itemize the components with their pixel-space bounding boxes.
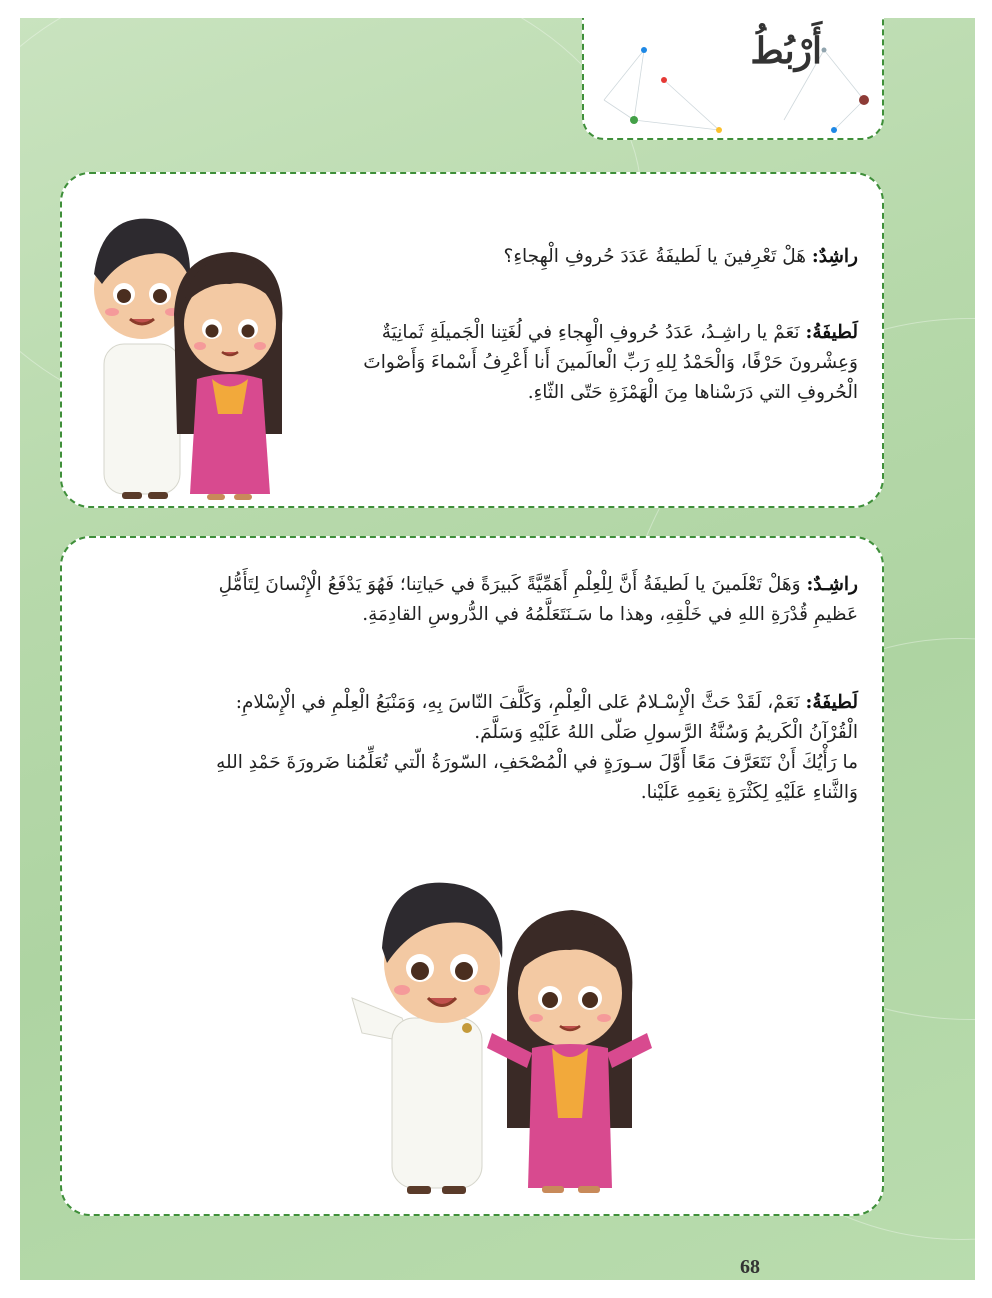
dialogue-line: وَعِشْرونَ حَرْفًا، وَالْحَمْدُ لِلهِ رَبِّ الْعالَمينَ أَنا أَعْرِفُ أَسْماءَ وَأَصْواتَ: [363, 352, 858, 373]
page-background: [20, 18, 975, 1280]
dialogue-paragraph-latifa: [278, 318, 858, 408]
dialogue-line: وَهَلْ تَعْلَمينَ يا لَطيفَةُ أَنَّ لِلْعِلْمِ أَهَمِّيَّةً كَبيرَةً في حَياتِنا؛ فَهُوَ يَدْفَعُ الْإِنْسانَ لِتَأَمُّلِ: [218, 574, 801, 595]
page-number: 68: [740, 1256, 760, 1278]
network-dot: [716, 127, 722, 133]
children-illustration: [82, 194, 292, 514]
boy-character: [352, 883, 502, 1194]
page-title: أَرْبُطُ: [750, 30, 822, 72]
network-dot: [630, 116, 638, 124]
dialogue-line: نَعَمْ يا راشِـدُ، عَدَدُ حُروفِ الْهِجاءِ في لُغَتِنا الْجَميلَةِ ثَمانِيَةٌ: [381, 322, 800, 343]
network-dot: [641, 47, 647, 53]
dialogue-line: ما رَأْيُكَ أَنْ نَتَعَرَّفَ مَعًا أَوَّلَ سـورَةٍ في الْمُصْحَفِ، السّورَةُ الّتي تُعَلِّمُنا ضَرورَةَ حَمْدِ اللهِ: [216, 752, 858, 773]
network-dot: [831, 127, 837, 133]
dialogue-line: هَلْ تَعْرِفينَ يا لَطيفَةُ عَدَدَ حُروفِ الْهِجاءِ؟: [503, 246, 806, 267]
speaker-name: لَطيفَةُ:: [805, 322, 858, 343]
title-card: [582, 18, 884, 140]
speaker-name: راشِـدٌ:: [806, 574, 858, 595]
dialogue-paragraph-rashid: [278, 242, 858, 272]
network-dot: [661, 77, 667, 83]
network-dot: [859, 95, 869, 105]
dialogue-paragraph-latifa: [78, 688, 858, 808]
network-decoration: [584, 18, 884, 140]
children-illustration: [342, 868, 662, 1208]
dialogue-line: وَالثَّناءِ عَلَيْهِ لِكَثْرَةِ نِعَمِهِ عَلَيْنا.: [640, 782, 858, 803]
girl-character: [487, 910, 652, 1193]
speaker-name: لَطيفَةُ:: [805, 692, 858, 713]
dialogue-card-2: [60, 536, 884, 1216]
network-dot: [822, 48, 827, 53]
dialogue-line: عَظيمِ قُدْرَةِ اللهِ في خَلْقِهِ، وهذا ما سَـنَتَعَلَّمُهُ في الدُّروسِ القادِمَةِ.: [362, 604, 858, 625]
dialogue-paragraph-rashid: [78, 570, 858, 630]
speaker-name: راشِدٌ:: [811, 246, 858, 267]
girl-character: [174, 252, 282, 500]
dialogue-line: الْقُرْآنُ الْكَريمُ وَسُنَّةُ الرَّسولِ صَلّى اللهُ عَلَيْهِ وَسَلَّمَ.: [474, 722, 858, 743]
dialogue-line: الْحُروفِ التي دَرَسْناها مِنَ الْهَمْزَةِ حَتّى الثّاءِ.: [527, 382, 858, 403]
dialogue-card-1: [60, 172, 884, 508]
dialogue-line: نَعَمْ، لَقَدْ حَثَّ الْإِسْـلامُ عَلى الْعِلْمِ، وَكَلَّفَ النّاسَ بِهِ، وَمَنْبَعُ الْعِلْمِ في الْإِسْلامِ:: [235, 692, 800, 713]
